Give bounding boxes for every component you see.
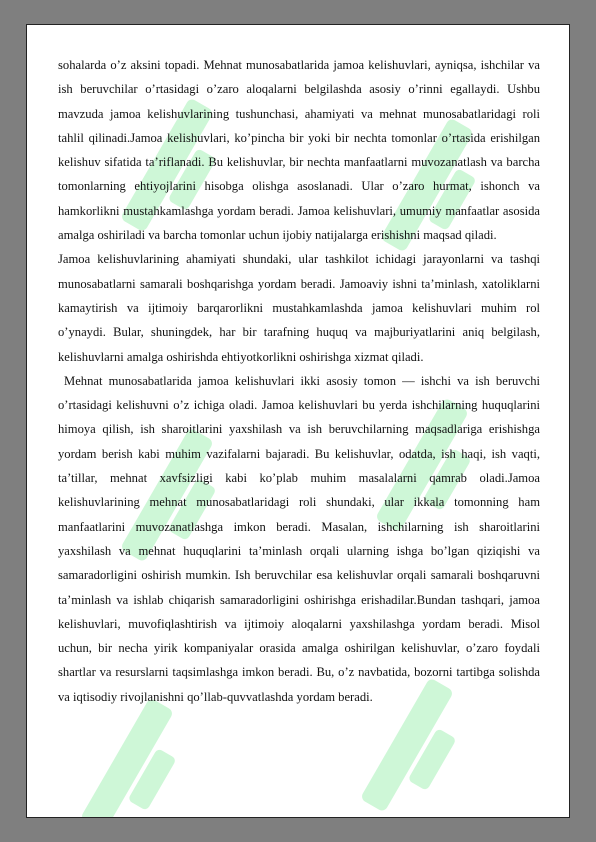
document-page: [26, 24, 570, 818]
paragraph-2: Jamoa kelishuvlarining ahamiyati shundaki, ular tashkilot ichidagi jarayonlarni va tashqi munosabatlarni samarali boshqarishga yordam beradi. Jamoaviy ishni ta’minlash, xatoliklarni kamaytirish va ijtimoiy barqarorlikni mustahkamlashda jamoa kelishuvlari muhim rol o’ynaydi. Bular, shuningdek, har bir tarafning huquq va majburiyatlarini aniq belgilash, kelishuvlarni amalga oshirishda ehtiyotkorlikni oshirishga xizmat qiladi.: [58, 252, 540, 364]
paragraph-3: Mehnat munosabatlarida jamoa kelishuvlari ikki asosiy tomon — ishchi va ish beruvchi o’rtasidagi kelishuvni o’z ichiga oladi. Jamoa kelishuvlari bu yerda ishchilarning huquqlarini himoya qilish, ish sharoitlarini yaxshilash va ish beruvchilarning maqsadlariga erishishga yordam berish kabi muhim vazifalarni bajaradi. Bu kelishuvlar, odatda, ish haqi, ish vaqti, ta’tillar, mehnat xavfsizligi kabi ko’plab muhim masalalarni qamrab oladi.Jamoa kelishuvlarining mehnat munosabatlaridagi roli shundaki, ular ikkala tomonning ham manfaatlarini muvozanatlashga imkon beradi. Masalan, ishchilarning ish sharoitlarini yaxshilash va mehnat huquqlarini ta’minlash orqali ularning ishga bo’lgan qiziqishi va samaradorligini oshirish mumkin. Ish beruvchilar esa kelishuvlar orqali samarali boshqaruvni ta’minlash va ishlab chiqarish samaradorligini oshirishga erishadilar.Bundan tashqari, jamoa kelishuvlari, muvofiqlashtirish va ijtimoiy aloqalarni yaxshilashga yordam beradi. Misol uchun, bir necha yirik kompaniyalar orasida amalga oshirilgan kelishuvlar, o’zaro foydali shartlar va resurslarni taqsimlashga imkon beradi. Bu, o’z navbatida, bozorni tartibga solishda va iqtisodiy rivojlanishni qo’llab-quvvatlashda yordam beradi.: [58, 373, 540, 704]
document-body: [58, 53, 540, 709]
paragraph-1: sohalarda o’z aksini topadi. Mehnat munosabatlarida jamoa kelishuvlari, ayniqsa, ishchilar va ish beruvchilar o’rtasidagi o’zaro aloqalarni belgilashda asosiy o’rinni egallaydi. Ushbu mavzuda jamoa kelishuvlarining tushunchasi, ahamiyati va mehnat munosabatlaridagi roli tahlil qilinadi.Jamoa kelishuvlari, ko’pincha bir yoki bir nechta tomonlar o’rtasida erishilgan kelishuv sifatida ta’riflanadi. Bu kelishuvlar, bir nechta manfaatlarni muvozanatlash va barcha tomonlarning ehtiyojlarini hisobga olishga asoslanadi. Ular o’zaro hurmat, ishonch va hamkorlikni mustahkamlashga yordam beradi. Jamoa kelishuvlari, umumiy manfaatlar asosida amalga oshiriladi va barcha tomonlar uchun ijobiy natijalarga erishishni maqsad qiladi.: [58, 58, 540, 243]
